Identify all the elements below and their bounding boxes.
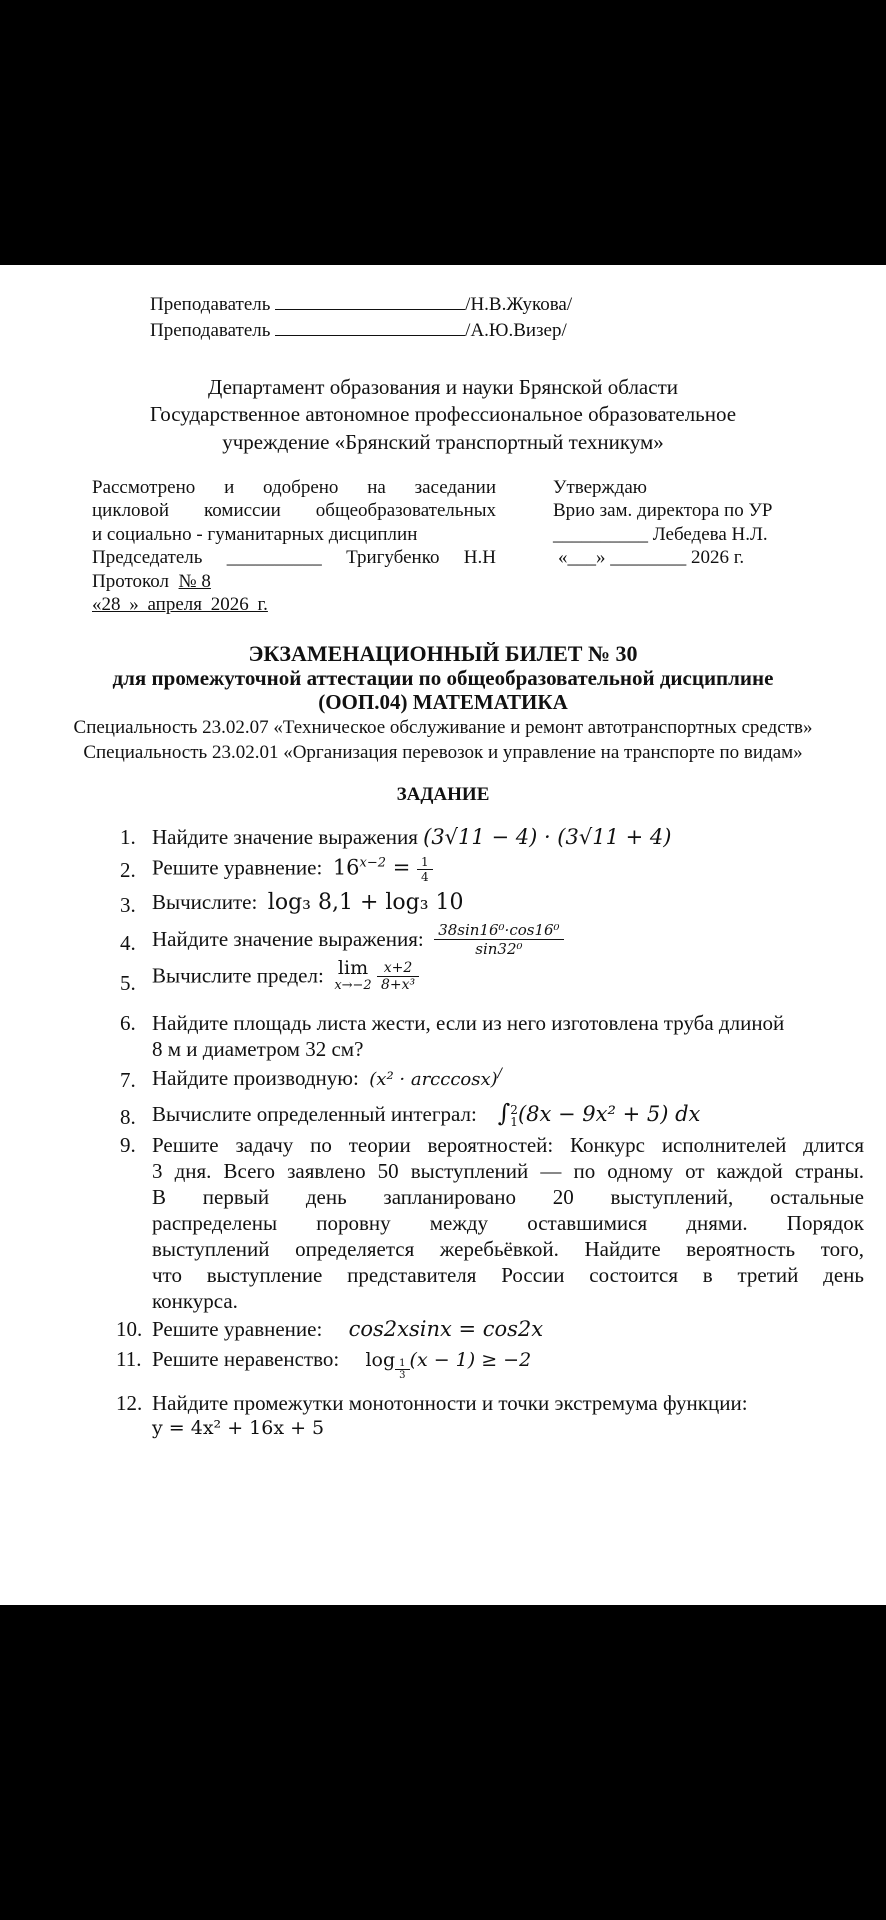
log-base bbox=[395, 1358, 409, 1381]
task-6-line-1: Найдите площадь листа жести, если из него изготовлена труба длиной bbox=[152, 1011, 785, 1035]
task-formula: (x − 1) ≥ −2 bbox=[409, 1349, 532, 1371]
limit-label: lim bbox=[337, 957, 369, 979]
ticket-subtitle: для промежуточной аттестации по общеобразовательной дисциплине bbox=[112, 666, 774, 690]
task-formula: cos2xsinx = cos2x bbox=[348, 1317, 544, 1341]
task-text: Найдите производную: bbox=[152, 1066, 359, 1090]
fraction-denominator: 4 bbox=[421, 870, 429, 884]
protocol-label: Протокол bbox=[92, 571, 170, 592]
header-line2: Государственное автономное профессиональное образовательное bbox=[149, 402, 737, 426]
integral-upper: 2 bbox=[510, 1103, 518, 1118]
integral-icon: ∫ bbox=[497, 1099, 511, 1127]
integral-lower: 1 bbox=[510, 1115, 518, 1130]
task-formula: (3√11 − 4) · (3√11 + 4) bbox=[423, 825, 672, 849]
task-6-line-2: 8 м и диаметром 32 см? bbox=[152, 1037, 364, 1061]
task-number: 10. bbox=[116, 1317, 143, 1341]
task-9-line-6: что выступление представителя России состоится в третий день bbox=[152, 1263, 864, 1287]
header-line3: учреждение «Брянский транспортный техникум» bbox=[222, 430, 664, 454]
task-text: Найдите значение выражения bbox=[152, 825, 418, 849]
task-1 bbox=[152, 825, 671, 850]
approval-left-line-3: и социально - гуманитарных дисциплин bbox=[92, 524, 418, 545]
approval-right-line-1: Утверждаю bbox=[553, 477, 647, 498]
task-number: 1. bbox=[120, 825, 136, 849]
task-number: 5. bbox=[120, 971, 136, 995]
task-text: Решите уравнение: bbox=[152, 1317, 323, 1341]
ticket-title: ЭКЗАМЕНАЦИОННЫЙ БИЛЕТ № 30 bbox=[248, 641, 638, 666]
task-8 bbox=[152, 1099, 700, 1128]
task-11 bbox=[152, 1347, 531, 1381]
fraction-numerator: 38sin16⁰·cos16⁰ bbox=[434, 921, 563, 940]
task-12-formula: y = 4x² + 16x + 5 bbox=[152, 1417, 325, 1439]
task-number: 6. bbox=[120, 1011, 136, 1035]
task-number: 2. bbox=[120, 858, 136, 882]
fraction-numerator: 1 bbox=[395, 1358, 409, 1370]
teacher-name: /А.Ю.Визер/ bbox=[465, 320, 567, 341]
teacher-line-1 bbox=[150, 294, 572, 316]
task-9-line-2: 3 дня. Всего заявлено 50 выступлений — по одному от каждой страны. bbox=[152, 1159, 864, 1183]
approval-right-line-4: «___» ________ 2026 г. bbox=[558, 547, 745, 568]
task-formula: (x² · arcccosx) bbox=[369, 1069, 498, 1090]
approval-left-line-1: Рассмотрено и одобрено на заседании bbox=[92, 477, 496, 498]
task-number: 8. bbox=[120, 1105, 136, 1129]
task-formula: log₃ 8,1 + log₃ 10 bbox=[267, 890, 464, 915]
task-12-line-1: Найдите промежутки монотонности и точки экстремума функции: bbox=[152, 1391, 748, 1415]
task-number: 7. bbox=[120, 1068, 136, 1092]
protocol-number: № 8 bbox=[178, 571, 211, 592]
teacher-name: /Н.В.Жукова/ bbox=[465, 294, 573, 315]
task-formula-base: 16 bbox=[332, 855, 360, 880]
signature-line bbox=[275, 294, 465, 310]
task-4 bbox=[152, 921, 564, 958]
approval-left-line-2: цикловой комиссии общеобразовательных bbox=[92, 500, 496, 521]
approval-left-line-4: Председатель __________ Тригубенко Н.Н bbox=[92, 547, 496, 568]
integral-limits bbox=[510, 1104, 518, 1128]
teacher-line-2 bbox=[150, 320, 567, 342]
task-number: 12. bbox=[116, 1391, 143, 1415]
prime-mark: / bbox=[497, 1066, 503, 1081]
task-text: Вычислите: bbox=[152, 890, 258, 914]
fraction-numerator: 1 bbox=[417, 855, 433, 870]
task-7 bbox=[152, 1066, 502, 1091]
task-fraction bbox=[377, 960, 419, 993]
task-3 bbox=[152, 890, 464, 915]
task-10 bbox=[152, 1317, 543, 1342]
exam-sheet bbox=[0, 265, 886, 1605]
approval-right-line-3: __________ Лебедева Н.Л. bbox=[553, 524, 768, 545]
task-text: Найдите значение выражения: bbox=[152, 927, 424, 951]
log-label: log bbox=[365, 1349, 396, 1371]
task-fraction bbox=[434, 921, 563, 958]
task-formula-eq: = bbox=[386, 855, 417, 880]
task-number: 9. bbox=[120, 1133, 136, 1157]
task-9-line-3: В первый день запланировано 20 выступлений, остальные bbox=[152, 1185, 864, 1209]
fraction-denominator: 3 bbox=[399, 1370, 406, 1381]
task-9-line-7: конкурса. bbox=[152, 1289, 238, 1313]
task-9-line-1: Решите задачу по теории вероятностей: Конкурс исполнителей длится bbox=[152, 1133, 864, 1157]
fraction-numerator: x+2 bbox=[377, 960, 419, 977]
task-number: 11. bbox=[116, 1347, 142, 1371]
approval-right-line-2: Врио зам. директора по УР bbox=[553, 500, 773, 521]
task-text: Решите уравнение: bbox=[152, 855, 323, 880]
task-9-line-5: выступлений определяется жеребьёвкой. Найдите вероятность того, bbox=[152, 1237, 864, 1261]
specialty-2: Специальность 23.02.01 «Организация перевозок и управление на транспорте по видам» bbox=[83, 742, 803, 763]
fraction-denominator: sin32⁰ bbox=[475, 940, 523, 958]
fraction-denominator: 8+x³ bbox=[380, 976, 416, 993]
header-line1: Департамент образования и науки Брянской области bbox=[207, 375, 678, 399]
teacher-label: Преподаватель bbox=[150, 294, 271, 315]
approval-left-date: «28 » апреля 2026 г. bbox=[92, 594, 268, 615]
task-formula-exponent: x−2 bbox=[359, 855, 387, 871]
approval-left-protocol bbox=[92, 571, 211, 593]
task-number: 3. bbox=[120, 893, 136, 917]
signature-line bbox=[275, 320, 465, 336]
task-heading: ЗАДАНИЕ bbox=[396, 784, 490, 805]
task-2 bbox=[152, 855, 433, 884]
task-text: Вычислите определенный интеграл: bbox=[152, 1102, 477, 1126]
specialty-1: Специальность 23.02.07 «Техническое обслуживание и ремонт автотранспортных средств» bbox=[73, 717, 813, 738]
task-formula: (8x − 9x² + 5) dx bbox=[517, 1102, 701, 1126]
task-fraction bbox=[417, 855, 433, 884]
limit-operator bbox=[334, 959, 371, 993]
task-5 bbox=[152, 959, 419, 993]
discipline-name: (ООП.04) МАТЕМАТИКА bbox=[318, 690, 568, 714]
limit-subscript: x→−2 bbox=[334, 978, 372, 993]
task-text: Решите неравенство: bbox=[152, 1347, 340, 1371]
teacher-label: Преподаватель bbox=[150, 320, 271, 341]
task-9-line-4: распределены поровну между оставшимися днями. Порядок bbox=[152, 1211, 864, 1235]
task-text: Вычислите предел: bbox=[152, 963, 324, 988]
task-number: 4. bbox=[120, 931, 136, 955]
